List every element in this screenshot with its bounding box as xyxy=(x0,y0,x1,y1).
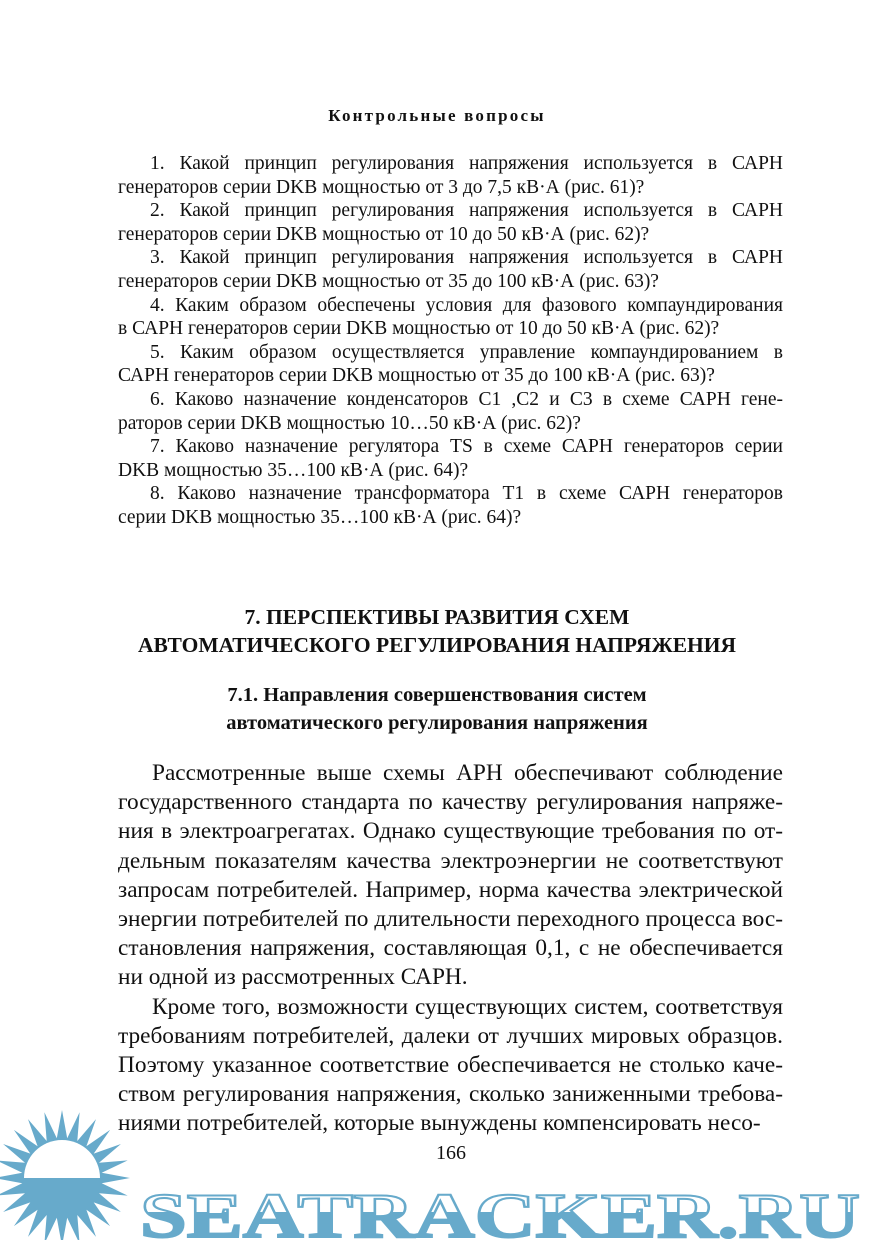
paragraph-line: ством регулирования напряжения, сколько заниженными требова- xyxy=(118,1081,783,1108)
question-line: в САРН генераторов серии DKB мощностью от 10 до 50 кВ·А (рис. 62)? xyxy=(118,318,720,340)
chapter-heading-line: 7. ПЕРСПЕКТИВЫ РАЗВИТИЯ СХЕМ xyxy=(244,605,630,629)
question-line: 3. Какой принцип регулирования напряжения используется в САРН xyxy=(150,247,783,269)
section-heading-line: 7.1. Направления совершенствования систем xyxy=(227,684,647,706)
question-line: 5. Каким образом осуществляется управление компаундированием в xyxy=(150,341,783,363)
questions-title: Контрольные вопросы xyxy=(328,106,546,125)
section-heading-line: автоматического регулирования напряжения xyxy=(226,712,648,734)
question-line: 2. Какой принцип регулирования напряжения используется в САРН xyxy=(150,200,783,222)
paragraph-line: государственного стандарта по качеству регулирования напряже- xyxy=(118,789,783,816)
body-text xyxy=(118,759,783,1139)
paragraph-line: становления напряжения, составляющая 0,1, с не обеспечивается xyxy=(118,935,783,962)
watermark-logo xyxy=(0,1098,874,1240)
paragraph-line: дельным показателям качества электроэнергии не соответствуют xyxy=(118,847,783,874)
chapter-heading-line: АВТОМАТИЧЕСКОГО РЕГУЛИРОВАНИЯ НАПРЯЖЕНИЯ xyxy=(137,633,737,657)
paragraph-line: запросам потребителей. Например, норма качества электрической xyxy=(118,876,783,903)
questions-list xyxy=(118,152,783,530)
paragraph-line: Кроме того, возможности существующих систем, соответствуя xyxy=(152,993,783,1020)
question-line: САРН генераторов серии DKB мощностью от 35 до 100 кВ·А (рис. 63)? xyxy=(118,365,715,387)
paragraph-line: ни одной из рассмотренных САРН. xyxy=(118,964,468,991)
question-line: генераторов серии DKB мощностью от 35 до 100 кВ·А (рис. 63)? xyxy=(118,270,659,292)
question-line: раторов серии DKB мощностью 10…50 кВ·А (рис. 62)? xyxy=(118,412,581,434)
paragraph-line: требованиям потребителей, далеки от лучших мировых образцов. xyxy=(118,1022,783,1049)
question-line: 4. Каким образом обеспечены условия для фазового компаундирования xyxy=(150,294,783,316)
chapter-heading xyxy=(0,603,874,659)
question-line: DKB мощностью 35…100 кВ·А (рис. 64)? xyxy=(118,459,469,481)
sun-icon xyxy=(0,1110,130,1240)
question-line: 8. Каково назначение трансформатора Т1 в схеме САРН генераторов xyxy=(150,483,783,505)
paragraph-line: ния в электроагрегатах. Однако существующие требования по от- xyxy=(118,818,783,845)
question-line: генераторов серии DKB мощностью от 10 до 50 кВ·А (рис. 62)? xyxy=(118,223,650,245)
paragraph-line: Рассмотренные выше схемы АРН обеспечивают соблюдение xyxy=(152,760,783,786)
page-number: 166 xyxy=(436,1142,466,1164)
section-heading xyxy=(0,681,874,737)
paragraph-line: энергии потребителей по длительности переходного процесса вос- xyxy=(118,906,783,933)
question-line: 6. Каково назначение конденсаторов С1 ,С2 и С3 в схеме САРН гене- xyxy=(150,388,783,410)
paragraph-line: Поэтому указанное соответствие обеспечивается не столько каче- xyxy=(118,1052,783,1079)
question-line: генераторов серии DKB мощностью от 3 до 7,5 кВ·А (рис. 61)? xyxy=(118,176,645,198)
question-line: серии DKB мощностью 35…100 кВ·А (рис. 64)? xyxy=(118,506,522,528)
question-line: 7. Каково назначение регулятора TS в схеме САРН генераторов серии xyxy=(150,436,783,458)
watermark-text: SEATRACKER.RU xyxy=(140,1180,860,1240)
question-line: 1. Какой принцип регулирования напряжения используется в САРН xyxy=(150,153,783,174)
paragraph-line: ниями потребителей, которые вынуждены компенсировать несо- xyxy=(118,1110,761,1137)
